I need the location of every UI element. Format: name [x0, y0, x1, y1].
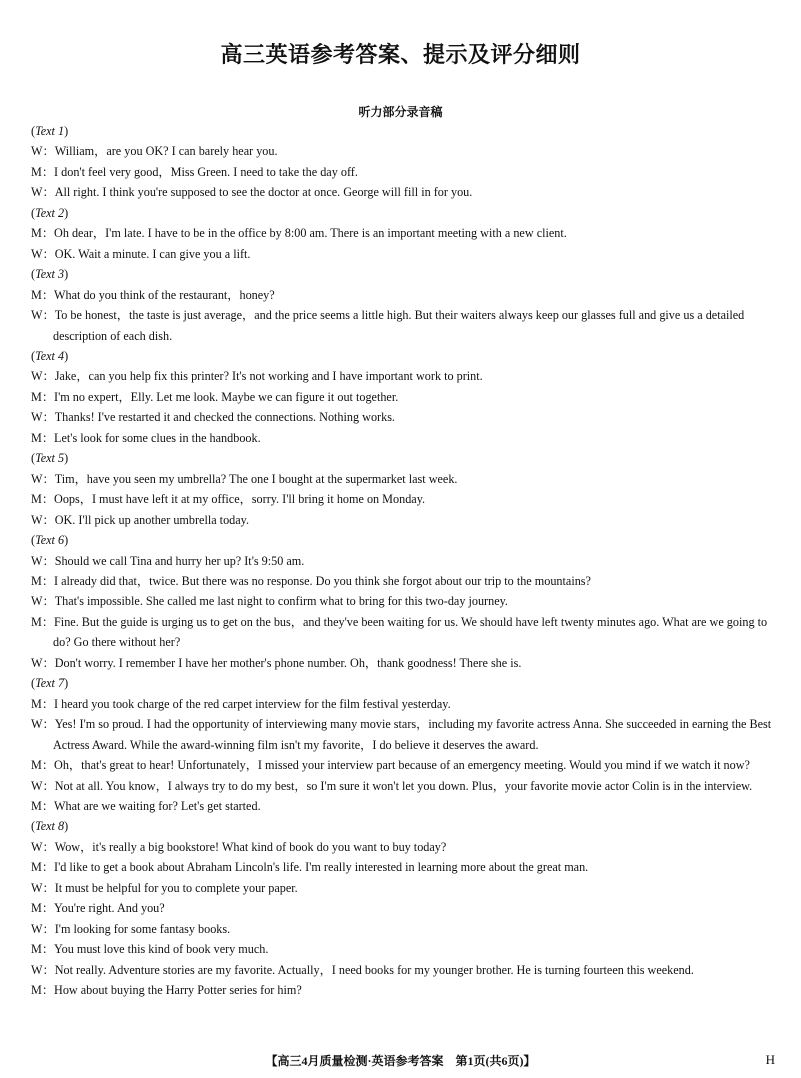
page-footer: 【高三4月质量检测·英语参考答案 第1页(共6页)】	[265, 1054, 536, 1068]
text-section-label: (Text 4)	[31, 348, 69, 363]
dialogue-line: M：Oh，that's great to hear! Unfortunately，I missed your interview part because of an emergency meeting. Would you mind if we watch it now?	[31, 758, 750, 773]
dialogue-line: W：Jake，can you help fix this printer? It's not working and I have important work to print.	[31, 369, 483, 384]
dialogue-line: W：To be honest，the taste is just average，and the price seems a little high. But their waiters always keep our glasses full and give us a detailed description of each dish.	[31, 308, 745, 343]
dialogue-line: M：Oops，I must have left it at my office，sorry. I'll bring it home on Monday.	[31, 492, 426, 507]
dialogue-line: W：OK. I'll pick up another umbrella today.	[31, 512, 250, 527]
text-section-label: (Text 3)	[31, 267, 69, 282]
dialogue-line: W：William，are you OK? I can barely hear you.	[31, 144, 278, 159]
paper-version-code: H	[765, 1052, 775, 1067]
dialogue-line: M：I already did that，twice. But there was no response. Do you think she forgot about our trip to the mountains?	[31, 573, 591, 588]
dialogue-line: M：What do you think of the restaurant，honey?	[31, 287, 275, 302]
dialogue-line: M：You must love this kind of book very much.	[31, 942, 269, 957]
text-section-label: (Text 5)	[31, 451, 69, 466]
dialogue-line: W：Don't worry. I remember I have her mother's phone number. Oh，thank goodness! There she is.	[31, 655, 522, 670]
text-section-label: (Text 8)	[31, 819, 69, 834]
dialogue-line: W：Yes! I'm so proud. I had the opportunity of interviewing many movie stars，including my favorite actress Anna. She succeeded in earning the Best Actress Award. While the award-winning film isn't my favorite，I do believe it deserves the award.	[31, 717, 772, 752]
dialogue-line: W：I'm looking for some fantasy books.	[31, 921, 231, 936]
dialogue-line: W：Not really. Adventure stories are my favorite. Actually，I need books for my younger brother. He is turning fourteen this weekend.	[31, 962, 694, 977]
dialogue-line: M：I don't feel very good，Miss Green. I need to take the day off.	[31, 164, 358, 179]
dialogue-line: W：OK. Wait a minute. I can give you a lift.	[31, 246, 251, 261]
dialogue-line: M：Let's look for some clues in the handbook.	[31, 430, 261, 445]
dialogue-line: W：All right. I think you're supposed to see the doctor at once. George will fill in for you.	[31, 185, 473, 200]
dialogue-line: M：How about buying the Harry Potter series for him?	[31, 983, 302, 998]
listening-transcript	[31, 121, 777, 1000]
dialogue-line: M：Fine. But the guide is urging us to get on the bus，and they've been waiting for us. We should have left twenty minutes ago. What are we going to do? Go there without her?	[31, 614, 768, 650]
dialogue-line: W：That's impossible. She called me last night to confirm what to bring for this two-day journey.	[31, 594, 508, 609]
text-section-label: (Text 6)	[31, 533, 69, 548]
dialogue-line: W：Tim，have you seen my umbrella? The one I bought at the supermarket last week.	[31, 471, 458, 486]
dialogue-line: W：Should we call Tina and hurry her up? It's 9:50 am.	[31, 553, 305, 568]
dialogue-line: W：Thanks! I've restarted it and checked the connections. Nothing works.	[31, 410, 395, 425]
document-title: 高三英语参考答案、提示及评分细则	[220, 43, 581, 68]
dialogue-line: M：What are we waiting for? Let's get started.	[31, 798, 261, 813]
text-section-label: (Text 7)	[31, 676, 69, 691]
dialogue-line: M：Oh dear，I'm late. I have to be in the office by 8:00 am. There is an important meeting with a new client.	[31, 226, 567, 241]
text-section-label: (Text 2)	[31, 205, 69, 220]
text-section-label: (Text 1)	[31, 124, 69, 138]
dialogue-line: W：Wow，it's really a big bookstore! What kind of book do you want to buy today?	[31, 839, 447, 854]
section-heading: 听力部分录音稿	[358, 105, 443, 119]
dialogue-line: M：You're right. And you?	[31, 901, 165, 916]
dialogue-line: M：I'd like to get a book about Abraham Lincoln's life. I'm really interested in learning more about the great man.	[31, 860, 589, 875]
dialogue-line: M：I'm no expert，Elly. Let me look. Maybe we can figure it out together.	[31, 389, 399, 404]
dialogue-line: M：I heard you took charge of the red carpet interview for the film festival yesterday.	[31, 696, 451, 711]
dialogue-line: W：Not at all. You know，I always try to do my best，so I'm sure it won't let you down. Plus，your favorite movie actor Colin is in the interview.	[31, 778, 753, 793]
dialogue-line: W：It must be helpful for you to complete your paper.	[31, 880, 298, 895]
